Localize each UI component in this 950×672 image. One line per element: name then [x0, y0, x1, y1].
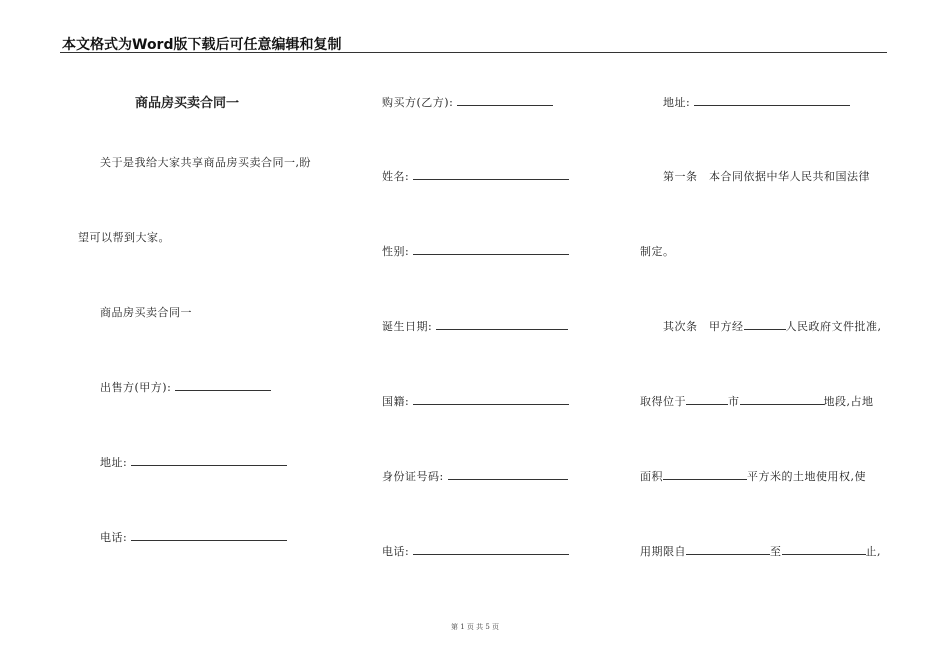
name-label: 姓名: [382, 170, 414, 183]
land-location-line [640, 393, 874, 409]
birth-blank [436, 319, 568, 330]
buyer-phone-field [382, 543, 569, 559]
gender-field [382, 243, 569, 259]
buyer-blank [457, 95, 553, 106]
article-2-text-b: 人民政府文件批准, [785, 320, 882, 333]
area-blank [663, 469, 747, 480]
buyer-address-field [663, 94, 850, 110]
period-text-c: 止, [865, 545, 881, 558]
buyer-field [382, 94, 553, 110]
birth-label: 诞生日期: [382, 320, 437, 333]
land-blank-1 [686, 394, 728, 405]
land-text-b: 市 [728, 395, 740, 408]
section-subtitle: 商品房买卖合同一 [100, 306, 192, 319]
nationality-blank [413, 394, 569, 405]
buyer-phone-blank [413, 544, 569, 555]
intro-line-2: 望可以帮到大家。 [78, 231, 170, 244]
seller-phone-label: 电话: [100, 531, 132, 544]
nationality-field [382, 393, 569, 409]
gender-label: 性别: [382, 245, 414, 258]
id-number-field [382, 468, 568, 484]
id-number-label: 身份证号码: [382, 470, 448, 483]
period-text-b: 至 [770, 545, 782, 558]
seller-phone-blank [131, 530, 287, 541]
buyer-address-label: 地址: [663, 96, 695, 109]
seller-address-field [100, 454, 287, 470]
period-blank-1 [686, 544, 770, 555]
buyer-phone-label: 电话: [382, 545, 414, 558]
contract-title: 商品房买卖合同一 [135, 96, 240, 111]
article-2-line-1 [663, 318, 882, 334]
buyer-label: 购买方(乙方): [382, 96, 458, 109]
government-blank [744, 319, 786, 330]
article-1-line-1: 第一条 本合同依据中华人民共和国法律 [663, 170, 870, 183]
name-blank [413, 169, 569, 180]
seller-address-blank [131, 455, 287, 466]
land-blank-2 [740, 394, 824, 405]
header-divider [60, 52, 887, 53]
document-header: 本文格式为Word版下载后可任意编辑和复制 [62, 37, 342, 53]
nationality-label: 国籍: [382, 395, 414, 408]
usage-period-line [640, 543, 881, 559]
area-text-a: 面积 [640, 470, 663, 483]
seller-blank [175, 380, 271, 391]
seller-phone-field [100, 529, 287, 545]
name-field [382, 168, 569, 184]
birth-field [382, 318, 568, 334]
area-text-b: 平方米的土地使用权,使 [747, 470, 866, 483]
article-2-text-a: 其次条 甲方经 [663, 320, 744, 333]
seller-address-label: 地址: [100, 456, 132, 469]
gender-blank [413, 244, 569, 255]
land-text-c: 地段,占地 [823, 395, 874, 408]
buyer-address-blank [694, 95, 850, 106]
period-text-a: 用期限自 [640, 545, 686, 558]
land-area-line [640, 468, 866, 484]
seller-label: 出售方(甲方): [100, 381, 176, 394]
intro-line-1: 关于是我给大家共享商品房买卖合同一,盼 [100, 156, 311, 169]
period-blank-2 [782, 544, 866, 555]
seller-field [100, 379, 271, 395]
article-1-line-2: 制定。 [640, 245, 675, 258]
page-number: 第 1 页 共 5 页 [450, 623, 500, 631]
land-text-a: 取得位于 [640, 395, 686, 408]
id-number-blank [448, 469, 568, 480]
